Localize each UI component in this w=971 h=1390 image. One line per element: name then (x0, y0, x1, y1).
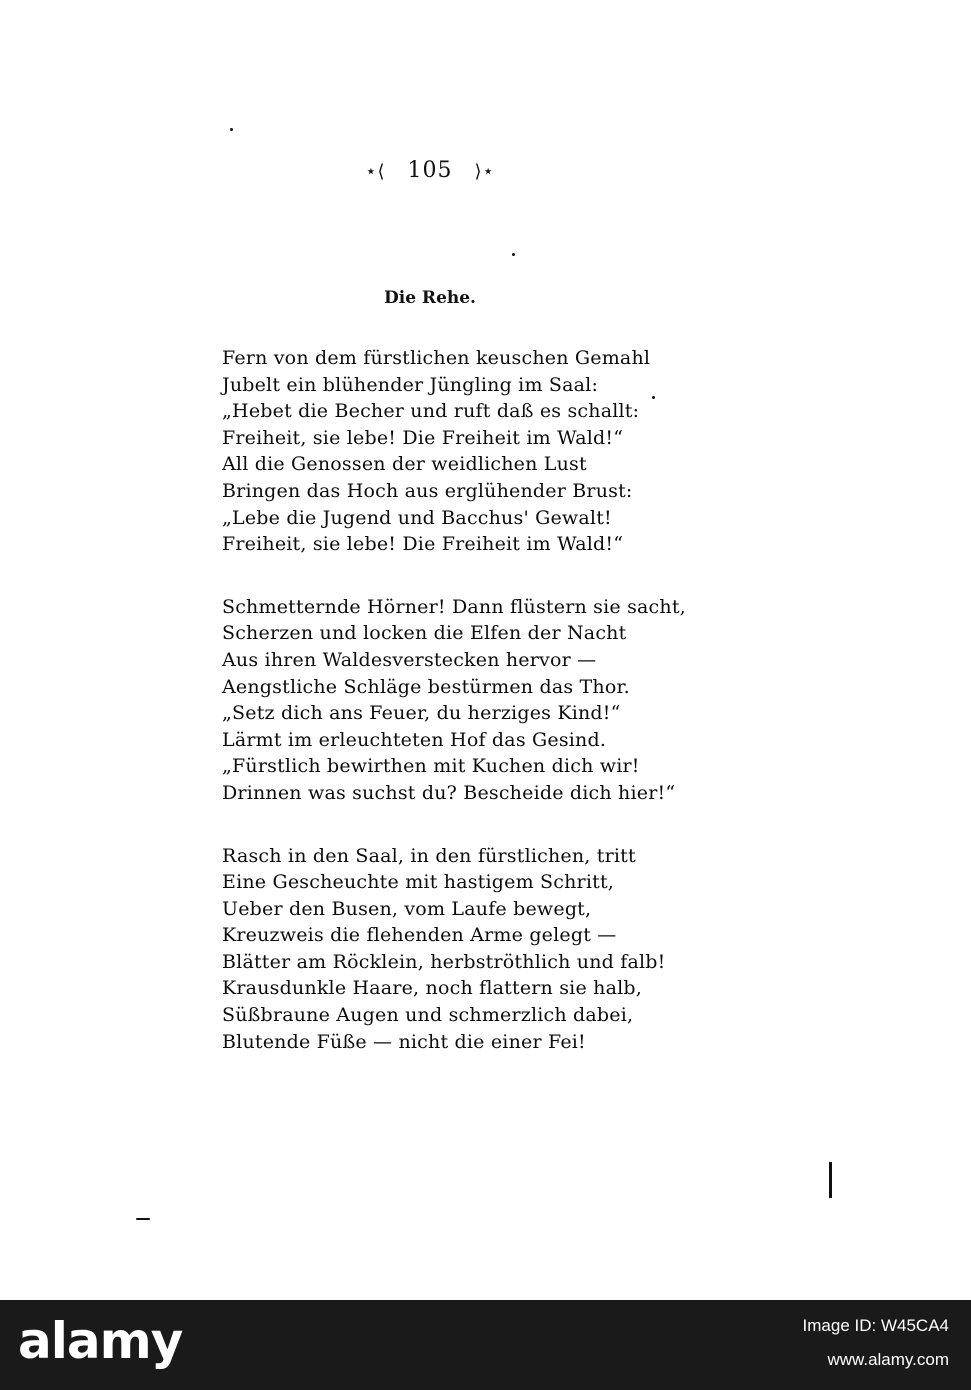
ornament-left: ⋆⟨ (365, 161, 386, 182)
poem-line: Freiheit, sie lebe! Die Freiheit im Wald!“ (222, 533, 624, 556)
poem-line: Süßbraune Augen und schmerzlich dabei, (222, 1004, 634, 1027)
poem-line: „Lebe die Jugend und Bacchus' Gewalt! (222, 506, 612, 529)
poem-line: Kreuzweis die flehenden Arme gelegt — (222, 924, 617, 947)
ornament-right: ⟩⋆ (474, 161, 495, 182)
stanza-3 (222, 843, 682, 1056)
poem-line: Drinnen was suchst du? Bescheide dich hier!“ (222, 781, 676, 804)
page-header (300, 158, 560, 183)
poem-line: Bringen das Hoch aus erglühender Brust: (222, 479, 633, 502)
poem-line: „Hebet die Becher und ruft daß es schallt: (222, 400, 640, 423)
poem-line: Lärmt im erleuchteten Hof das Gesind. (222, 728, 607, 751)
poem-line: Aus ihren Waldesverstecken hervor — (222, 648, 597, 671)
alamy-logo: alamy (18, 1312, 183, 1370)
poem-line: Eine Gescheuchte mit hastigem Schritt, (222, 871, 615, 894)
stanza-1 (222, 345, 682, 558)
poem-line: „Fürstlich bewirthen mit Kuchen dich wir! (222, 755, 640, 778)
image-id: Image ID: W45CA4 (802, 1316, 949, 1335)
ink-speck (136, 1218, 150, 1220)
poem-line: „Setz dich ans Feuer, du herziges Kind!“ (222, 702, 621, 725)
poem-line: Aengstliche Schläge bestürmen das Thor. (222, 675, 630, 698)
poem-line: Scherzen und locken die Elfen der Nacht (222, 622, 627, 645)
margin-mark (829, 1162, 832, 1198)
poem-line: Freiheit, sie lebe! Die Freiheit im Wald!“ (222, 426, 624, 449)
stanza-2 (222, 594, 686, 807)
poem-line: Jubelt ein blühender Jüngling im Saal: (222, 373, 599, 396)
poem-line: Schmetternde Hörner! Dann flüstern sie sacht, (222, 595, 686, 618)
poem-line: Rasch in den Saal, in den fürstlichen, tritt (222, 844, 636, 867)
footer-url: www.alamy.com (827, 1350, 949, 1369)
poem-title: Die Rehe. (384, 288, 476, 308)
poem-line: Blätter am Röcklein, herbströthlich und falb! (222, 950, 666, 973)
poem-line: Fern von dem fürstlichen keuschen Gemahl (222, 347, 651, 369)
poem-body (222, 345, 686, 1091)
poem-line: Krausdunkle Haare, noch flattern sie halb, (222, 977, 642, 1000)
poem-line: Blutende Füße — nicht die einer Fei! (222, 1030, 586, 1053)
ink-speck (512, 253, 515, 256)
poem-line: Ueber den Busen, vom Laufe bewegt, (222, 897, 592, 920)
poem-line: All die Genossen der weidlichen Lust (222, 453, 587, 476)
page-number: 105 (407, 158, 453, 183)
ink-speck (230, 128, 233, 131)
watermark-footer (0, 1300, 971, 1390)
